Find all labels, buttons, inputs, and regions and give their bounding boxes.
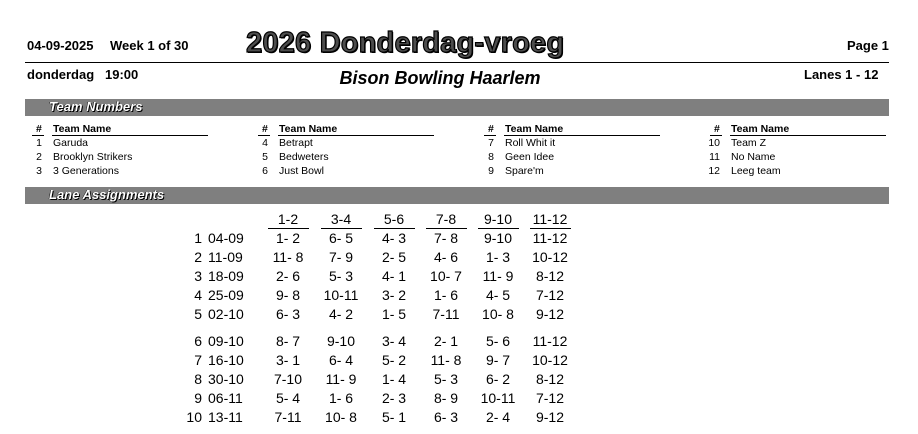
lane-pair-header: 1-2 (277, 211, 299, 227)
header-date: 04-09-2025 (27, 38, 94, 53)
week-number: 5 (194, 306, 202, 322)
team-number-header: # (488, 123, 494, 135)
header-rule (25, 62, 889, 63)
team-number: 1 (36, 137, 42, 149)
lane-matchup: 9-10 (483, 230, 513, 246)
week-date: 18-09 (208, 268, 244, 284)
team-number-header: # (36, 123, 42, 135)
week-date: 06-11 (208, 390, 243, 406)
lane-pair-header-underline (426, 228, 467, 229)
week-number: 4 (194, 287, 202, 303)
lane-pair-header-underline (268, 228, 309, 229)
team-name: No Name (731, 151, 776, 163)
bowling-center-name: Bison Bowling Haarlem (339, 68, 541, 88)
team-numbers-section-bar (25, 99, 889, 116)
team-name: Just Bowl (279, 165, 324, 177)
lane-pair-header: 5-6 (383, 211, 405, 227)
team-number: 10 (708, 137, 720, 149)
week-number: 6 (194, 333, 202, 349)
lane-matchup: 6- 3 (433, 409, 459, 425)
lane-pair-header-underline (374, 228, 415, 229)
week-date: 25-09 (208, 287, 244, 303)
lane-pair-header: 9-10 (483, 211, 513, 227)
week-number: 2 (194, 249, 202, 265)
week-date: 09-10 (208, 333, 244, 349)
week-date: 16-10 (208, 352, 244, 368)
lane-matchup: 7-11 (274, 409, 302, 425)
lane-matchup: 6- 5 (328, 230, 354, 246)
lane-matchup: 7- 8 (433, 230, 459, 246)
lane-matchup: 1- 6 (328, 390, 354, 406)
lane-matchup: 7- 9 (328, 249, 354, 265)
lane-matchup: 11- 8 (272, 249, 304, 265)
lane-matchup: 8-12 (535, 268, 565, 284)
lane-matchup: 11-12 (532, 230, 568, 246)
week-date: 02-10 (208, 306, 244, 322)
team-number: 9 (488, 165, 494, 177)
lane-matchup: 1- 5 (381, 306, 407, 322)
week-number: 10 (186, 409, 202, 425)
team-name-header: Team Name (731, 123, 790, 135)
team-number-header-underline (484, 135, 496, 136)
team-name-header-underline (52, 135, 208, 136)
lane-pair-header-underline (530, 228, 571, 229)
team-number-header-underline (710, 135, 722, 136)
lane-matchup: 10- 7 (430, 268, 462, 284)
lane-matchup: 7-10 (273, 371, 303, 387)
lane-matchup: 5- 3 (328, 268, 354, 284)
lane-matchup: 10-11 (480, 390, 516, 406)
lane-matchup: 10-12 (532, 352, 568, 368)
week-date: 04-09 (208, 230, 244, 246)
team-name: 3 Generations (53, 165, 119, 177)
lane-matchup: 7-12 (535, 287, 565, 303)
lane-pair-header: 7-8 (435, 211, 457, 227)
lane-matchup: 4- 2 (328, 306, 354, 322)
lane-matchup: 8- 9 (433, 390, 459, 406)
lane-matchup: 1- 6 (433, 287, 459, 303)
week-date: 11-09 (208, 249, 243, 265)
lane-matchup: 11-12 (532, 333, 568, 349)
lane-matchup: 9-12 (535, 409, 565, 425)
lane-matchup: 10-12 (532, 249, 568, 265)
team-number-header-underline (32, 135, 44, 136)
lane-matchup: 6- 2 (485, 371, 511, 387)
lane-matchup: 4- 5 (485, 287, 511, 303)
team-number: 8 (488, 151, 494, 163)
team-number: 11 (709, 151, 720, 163)
week-date: 13-11 (208, 409, 243, 425)
team-number: 3 (36, 165, 42, 177)
lane-matchup: 1- 3 (485, 249, 511, 265)
team-name-header: Team Name (505, 123, 564, 135)
page-number: Page 1 (847, 38, 889, 53)
week-date: 30-10 (208, 371, 244, 387)
league-title: 2026 Donderdag-vroeg (246, 27, 565, 59)
team-name: Roll Whit it (505, 137, 556, 149)
lane-matchup: 3- 2 (381, 287, 407, 303)
lane-matchup: 10- 8 (482, 306, 514, 322)
team-name: Spare'm (505, 165, 544, 177)
team-name-header: Team Name (279, 123, 338, 135)
team-name: Team Z (731, 137, 767, 149)
lane-matchup: 6- 3 (275, 306, 301, 322)
lane-matchup: 5- 6 (485, 333, 511, 349)
lane-matchup: 6- 4 (328, 352, 354, 368)
lane-matchup: 9-10 (326, 333, 356, 349)
lane-matchup: 4- 6 (433, 249, 459, 265)
week-number: 8 (194, 371, 202, 387)
lane-matchup: 11- 8 (430, 352, 462, 368)
lane-matchup: 2- 4 (485, 409, 511, 425)
lane-matchup: 10-11 (323, 287, 359, 303)
team-name: Garuda (53, 137, 89, 149)
week-number: 1 (194, 230, 202, 246)
lane-matchup: 2- 5 (381, 249, 407, 265)
lane-matchup: 10- 8 (325, 409, 357, 425)
team-number: 2 (36, 151, 42, 163)
team-name: Brooklyn Strikers (53, 151, 133, 163)
lane-matchup: 5- 4 (275, 390, 301, 406)
lane-matchup: 9-12 (535, 306, 565, 322)
lane-matchup: 9- 8 (275, 287, 301, 303)
lane-matchup: 3- 1 (275, 352, 301, 368)
lane-pair-header: 11-12 (532, 211, 568, 227)
header-week: Week 1 of 30 (110, 38, 189, 53)
team-name: Geen Idee (505, 151, 555, 163)
lane-matchup: 5- 2 (381, 352, 407, 368)
lane-assignments-section-title: Lane Assignments (49, 187, 165, 202)
team-number-header: # (262, 123, 268, 135)
lane-pair-header-underline (478, 228, 519, 229)
team-name: Bedweters (279, 151, 329, 163)
lane-matchup: 8- 7 (275, 333, 301, 349)
lane-matchup: 3- 4 (381, 333, 407, 349)
lane-assignments-section-bar (25, 187, 889, 204)
lane-matchup: 11- 9 (325, 371, 357, 387)
lane-matchup: 1- 2 (275, 230, 301, 246)
lane-matchup: 4- 1 (381, 268, 407, 284)
team-number: 12 (708, 165, 720, 177)
lane-pair-header-underline (321, 228, 362, 229)
lane-matchup: 11- 9 (482, 268, 514, 284)
lane-matchup: 9- 7 (485, 352, 511, 368)
lane-matchup: 1- 4 (381, 371, 407, 387)
lane-matchup: 2- 6 (275, 268, 301, 284)
team-number: 7 (488, 137, 494, 149)
team-name: Leeg team (731, 165, 781, 177)
team-numbers-section-title: Team Numbers (49, 99, 143, 114)
lane-matchup: 5- 3 (433, 371, 459, 387)
team-number-header: # (714, 123, 720, 135)
team-name-header: Team Name (53, 123, 112, 135)
lane-matchup: 8-12 (535, 371, 565, 387)
lane-matchup: 2- 1 (433, 333, 459, 349)
lane-matchup: 2- 3 (381, 390, 407, 406)
day-time: donderdag 19:00 (27, 67, 139, 82)
team-number: 6 (262, 165, 268, 177)
lane-matchup: 7-12 (535, 390, 565, 406)
lane-matchup: 5- 1 (381, 409, 407, 425)
week-number: 9 (194, 390, 202, 406)
team-name-header-underline (730, 135, 886, 136)
team-number: 4 (262, 137, 268, 149)
lane-pair-header: 3-4 (330, 211, 352, 227)
team-name-header-underline (504, 135, 660, 136)
week-number: 3 (194, 268, 202, 284)
team-name-header-underline (278, 135, 434, 136)
team-name: Betrapt (279, 137, 313, 149)
lanes-range: Lanes 1 - 12 (804, 67, 879, 82)
lane-matchup: 7-11 (432, 306, 460, 322)
team-number-header-underline (258, 135, 270, 136)
team-number: 5 (262, 151, 268, 163)
week-number: 7 (194, 352, 202, 368)
lane-matchup: 4- 3 (381, 230, 407, 246)
